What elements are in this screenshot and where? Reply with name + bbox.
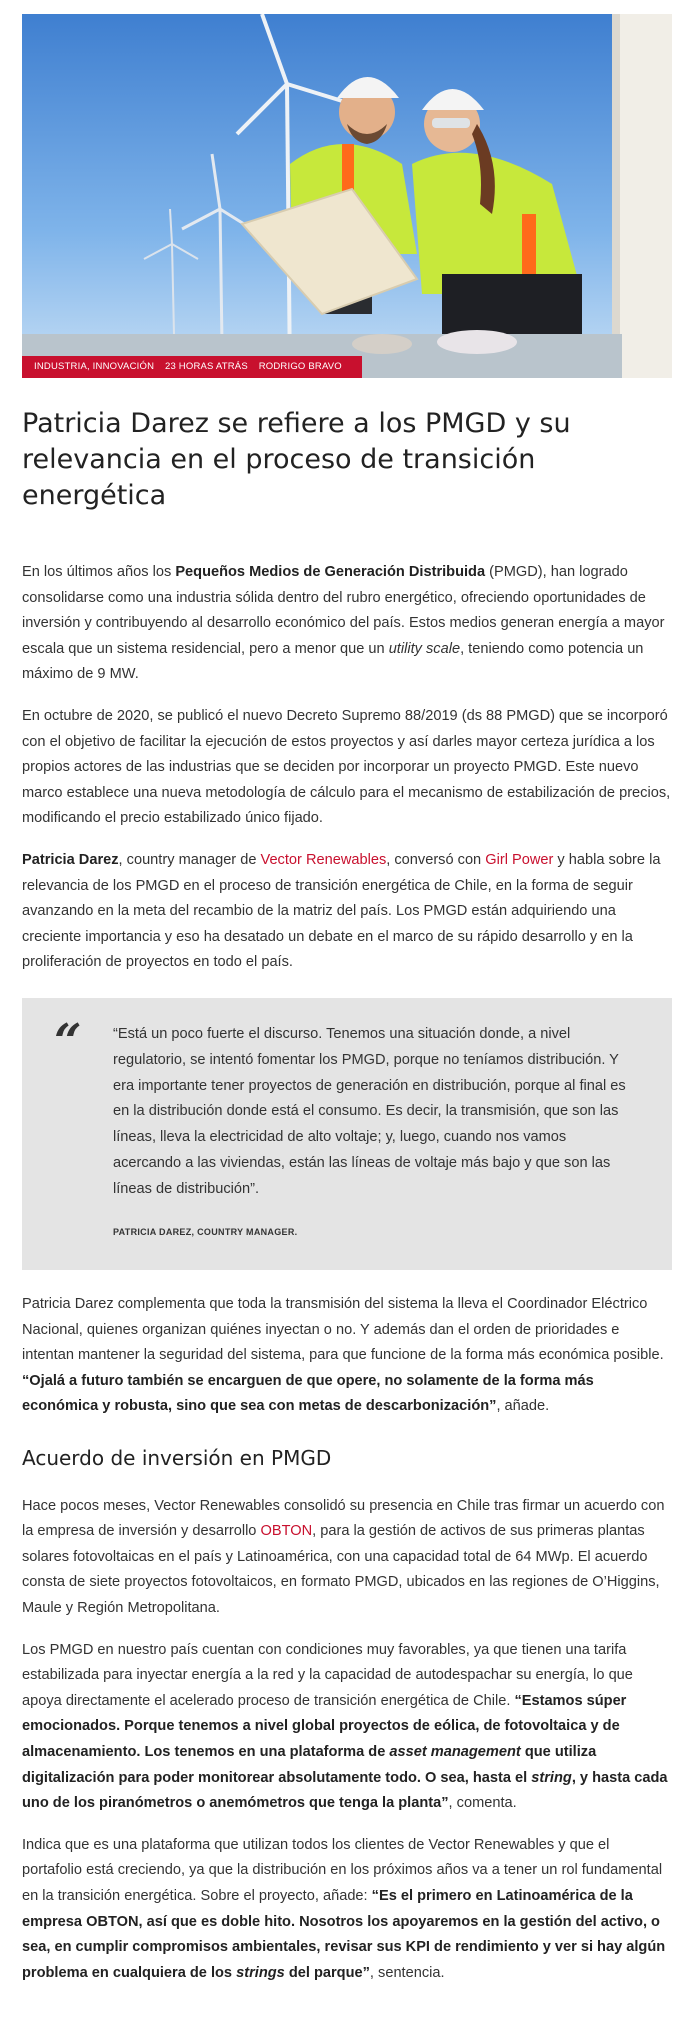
- post-meta-bar: [22, 356, 362, 378]
- quote-icon: “: [54, 1013, 82, 1070]
- paragraph-2: En octubre de 2020, se publicó el nuevo Decreto Supremo 88/2019 (ds 88 PMGD) que se incorporó con el objetivo de facilitar la ejecución de estos proyectos y así darles mayor certeza jurídica a los propios actores de las industrias que se deciden por incorporar un proyecto PMGD. Este nuevo marco establece una nueva metodología de cálculo para el mecanismo de estabilización de precios, modificando el precio estabilizado único fijado.: [22, 707, 671, 827]
- paragraph-5: Hace pocos meses, Vector Renewables consolidó su presencia en Chile tras firmar un acuerdo con la empresa de inversión y desarrollo OBTON, para la gestión de activos de sus primeras plantas solares fotovoltaicas en el país y Latinoamérica, con una capacidad total de 64 MWp. El acuerdo consta de siete proyectos fotovoltaicos, en formato PMGD, ubicados en las regiones de O’Higgins, Maule y Región Metropolitana.: [22, 1497, 665, 1617]
- article-container: [22, 14, 672, 2002]
- paragraph-3: Patricia Darez, country manager de Vector Renewables, conversó con Girl Power y habla sobre la relevancia de los PMGD en el proceso de transición energética de Chile, en la forma de seguir avanzando en la meta del recambio de la matriz del país. Los PMGD están adquiriendo una creciente importancia y eso ha desatado un debate en el marco de su rápido desarrollo y en la proliferación de proyectos en todo el país.: [22, 851, 661, 971]
- post-categories[interactable]: INDUSTRIA, INNOVACIÓN: [34, 361, 155, 372]
- post-author[interactable]: RODRIGO BRAVO: [258, 361, 342, 372]
- hero-image: [22, 14, 672, 378]
- paragraph-4: Patricia Darez complementa que toda la transmisión del sistema la lleva el Coordinador Eléctrico Nacional, quienes organizan quiénes inyectan o no. Y además dan el orden de prioridades e intentan mantener la seguridad del sistema, para que funcione de la forma más económica posible. “Ojalá a futuro también se encarguen de que opere, no solamente de la forma más económica y robusta, sino que sea con metas de descarbonización”, añade.: [22, 1296, 664, 1415]
- paragraph-1: En los últimos años los Pequeños Medios de Generación Distribuida (PMGD), han logrado consolidarse como una industria sólida dentro del rubro energético, ofreciendo oportunidades de inversión y contribuyendo al desarrollo económico del país. Estos medios generan energía a mayor escala que un sistema residencial, pero a menor que un utility scale, teniendo como potencia un máximo de 9 MW.: [22, 564, 665, 683]
- quote-citation: PATRICIA DAREZ, COUNTRY MANAGER.: [113, 1227, 298, 1238]
- blockquote: [22, 998, 672, 1270]
- girl-power-link[interactable]: Girl Power: [485, 851, 554, 868]
- vector-renewables-link[interactable]: Vector Renewables: [260, 851, 387, 868]
- quote-text: “Está un poco fuerte el discurso. Tenemos una situación donde, a nivel regulatorio, se intentó fomentar los PMGD, porque no teníamos distribución. Y era importante tener proyectos de generación en distribución, porque al final es en la distribución donde está el consumo. Es decir, la transmisión, que son las líneas, lleva la electricidad de alto voltaje; y, luego, cuando nos vamos acercando a las viviendas, están las líneas de voltaje más bajo y que son las líneas de distribución”.: [113, 1025, 626, 1197]
- post-time: 23 HORAS ATRÁS: [165, 361, 248, 372]
- wind-farm-workers-photo: [22, 14, 672, 378]
- article-body: [22, 560, 672, 1986]
- paragraph-6: Los PMGD en nuestro país cuentan con condiciones muy favorables, ya que tienen una tarifa estabilizada para inyectar energía a la red y la capacidad de autodespachar su energía, lo que apoya directamente el acelerado proceso de transición energética de Chile. “Estamos súper emocionados. Porque tenemos a nivel global proyectos de eólica, de fotovoltaica y de almacenamiento. Los tenemos en una plataforma de asset management que utiliza digitalización para poder monitorear absolutamente todo. O sea, hasta el string, y hasta cada uno de los piranómetros o anemómetros que tenga la planta”, comenta.: [22, 1641, 668, 1812]
- obton-link[interactable]: OBTON: [260, 1523, 313, 1540]
- article-title: Patricia Darez se refiere a los PMGD y su relevancia en el proceso de transición energética: [22, 408, 571, 511]
- section-heading: Acuerdo de inversión en PMGD: [22, 1446, 332, 1471]
- paragraph-7: Indica que es una plataforma que utilizan todos los clientes de Vector Renewables y que el portafolio está creciendo, ya que la distribución en los próximos años va a tener un rol fundamental en la transición energética. Sobre el proyecto, añade: “Es el primero en Latinoamérica de la empresa OBTON, así que es doble hito. Nosotros los apoyaremos en la gestión del activo, o sea, en cumplir compromisos ambientales, revisar sus KPI de rendimiento y ver si hay algún problema en cualquiera de los strings del parque”, sentencia.: [22, 1836, 666, 1981]
